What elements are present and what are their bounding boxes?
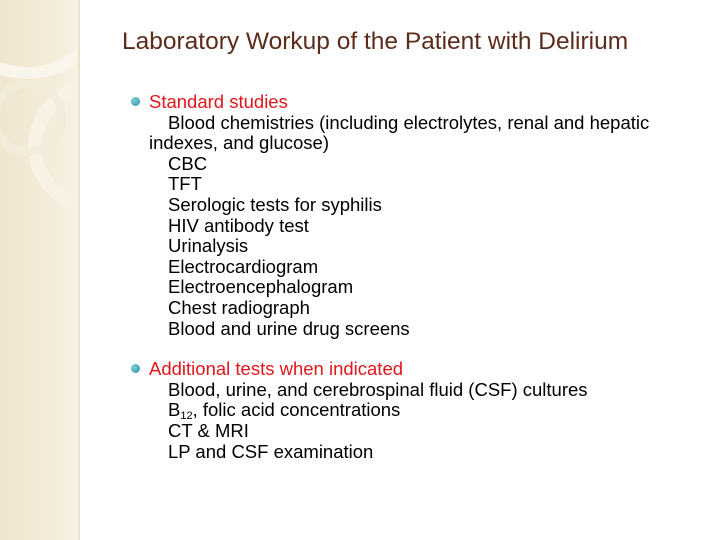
slide-title: Laboratory Workup of the Patient with Delirium	[122, 28, 629, 55]
slide-body	[131, 92, 701, 462]
list-item: Blood chemistries (including electrolytes, renal and hepatic indexes, and glucose)	[149, 111, 650, 154]
b12-subscript: 12	[180, 410, 193, 423]
bullet-icon	[131, 97, 140, 106]
list-item: Blood and urine drug screens	[168, 317, 410, 339]
section-heading: Additional tests when indicated	[149, 358, 404, 380]
list-item: Blood, urine, and cerebrospinal fluid (CSF) cultures	[168, 378, 588, 400]
list-item: TFT	[168, 173, 202, 195]
list-item: Serologic tests for syphilis	[168, 193, 382, 215]
list-item: Chest radiograph	[168, 296, 310, 318]
b12-rest: , folic acid concentrations	[192, 399, 401, 421]
section-standard-studies	[131, 92, 701, 339]
list-item: Electrocardiogram	[168, 255, 319, 277]
section-additional-tests	[131, 359, 701, 462]
b12-base: B	[168, 399, 181, 421]
list-item: CT & MRI	[168, 419, 249, 441]
list-item: CBC	[168, 152, 208, 174]
list-item: Urinalysis	[168, 235, 249, 257]
sidebar-divider	[78, 0, 80, 540]
bullet-icon	[131, 364, 140, 373]
list-item: HIV antibody test	[168, 214, 309, 236]
list-item: LP and CSF examination	[168, 440, 374, 462]
decorative-ring	[0, 0, 80, 79]
section-heading: Standard studies	[149, 91, 288, 112]
list-item: Electroencephalogram	[168, 276, 354, 298]
decorative-sidebar	[0, 0, 80, 540]
list-item-b12	[149, 400, 701, 421]
